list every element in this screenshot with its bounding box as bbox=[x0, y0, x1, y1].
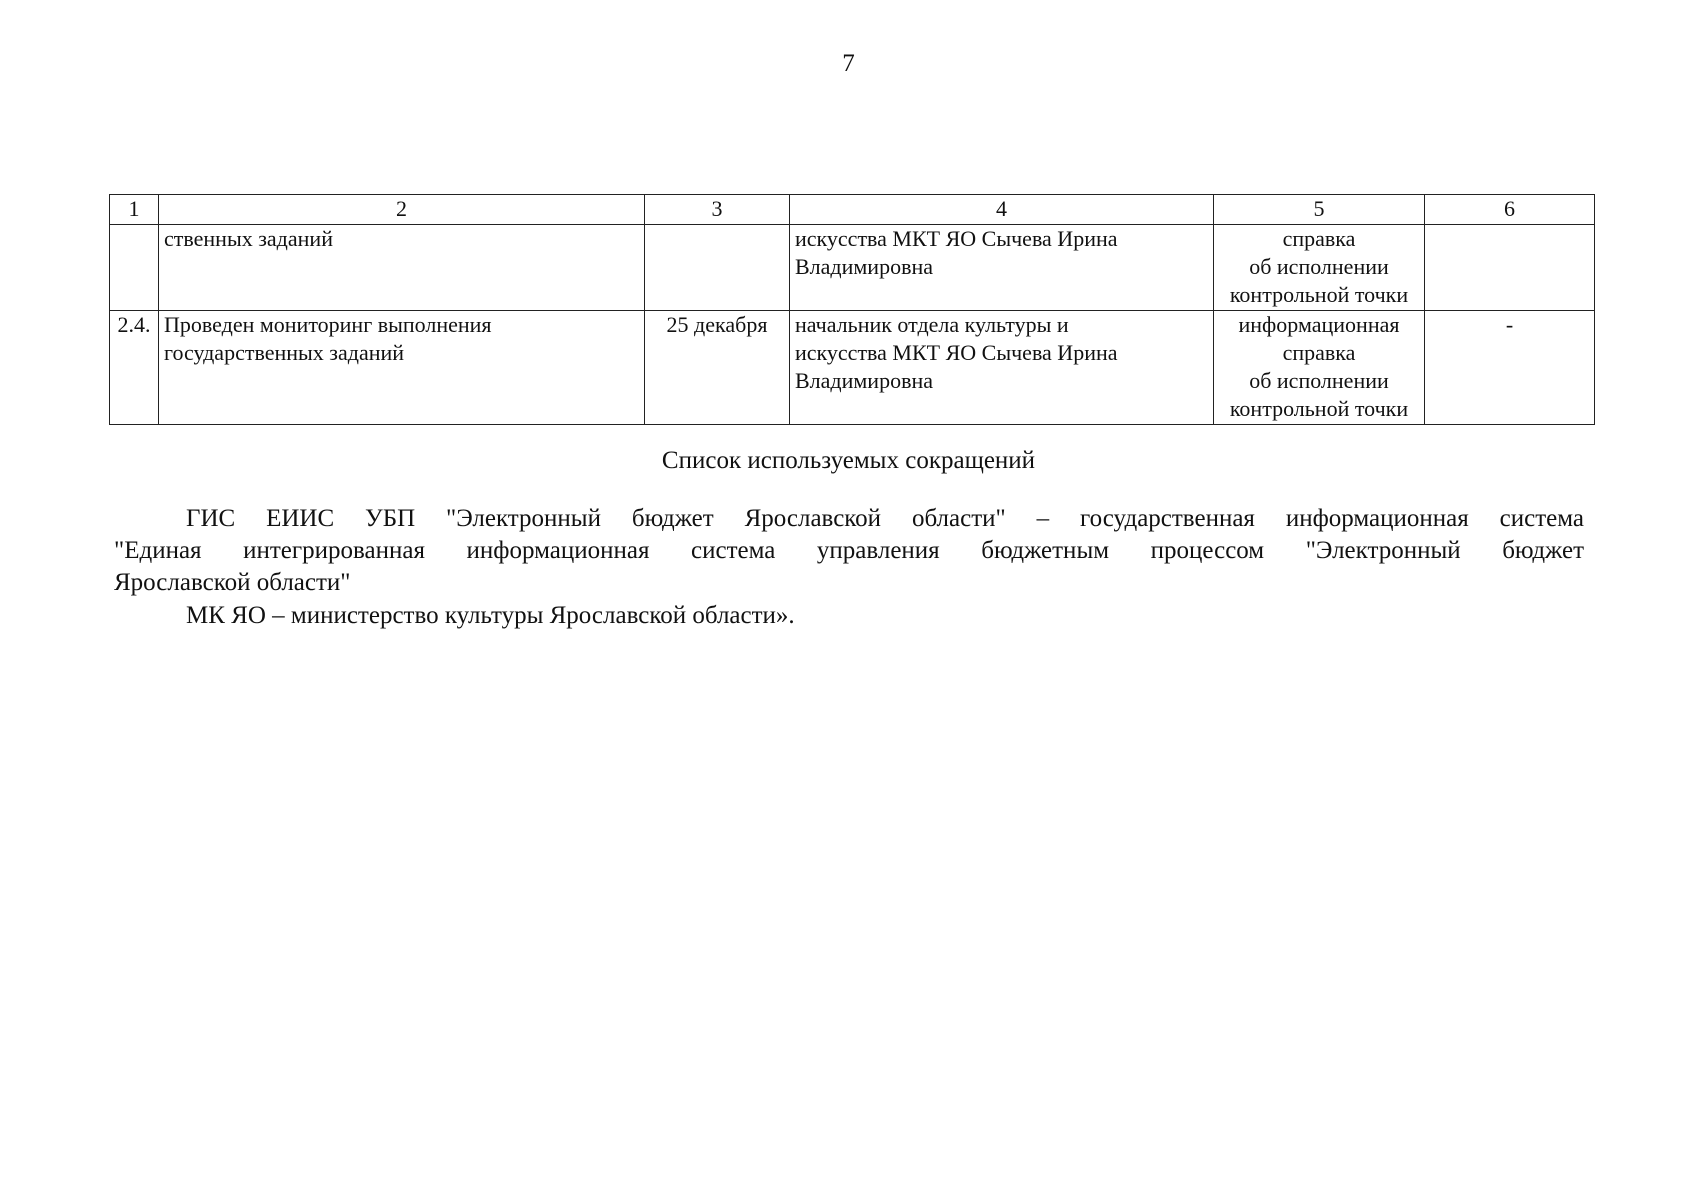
column-header: 1 bbox=[110, 195, 159, 225]
abbreviation-line: "Единая интегрированная информационная система управления бюджетным процессом "Электронный бюджет bbox=[114, 537, 1584, 564]
cell-line: искусства МКТ ЯО Сычева Ирина bbox=[795, 340, 1118, 365]
column-header: 5 bbox=[1214, 195, 1425, 225]
cell-line: справка bbox=[1282, 226, 1356, 251]
abbreviation-line: ГИС ЕИИС УБП "Электронный бюджет Ярославской области" – государственная информационная система bbox=[186, 505, 1584, 532]
responsible-cell bbox=[790, 311, 1214, 425]
abbreviation-item bbox=[114, 503, 1584, 599]
cell-line: об исполнении bbox=[1249, 368, 1389, 393]
column-header: 2 bbox=[159, 195, 645, 225]
cell-line: контрольной точки bbox=[1229, 282, 1409, 307]
column-header: 6 bbox=[1425, 195, 1595, 225]
cell-line: начальник отдела культуры и bbox=[795, 312, 1069, 337]
note-cell: - bbox=[1425, 311, 1595, 425]
cell-line: государственных заданий bbox=[164, 340, 405, 365]
table-row bbox=[110, 225, 1595, 311]
abbreviations-title: Список используемых сокращений bbox=[661, 447, 1036, 474]
abbreviation-line: МК ЯО – министерство культуры Ярославской области». bbox=[186, 602, 795, 629]
document-cell bbox=[1214, 225, 1425, 311]
abbreviation-item bbox=[114, 600, 1584, 632]
cell-line: Владимировна bbox=[795, 368, 934, 393]
date-cell bbox=[645, 225, 790, 311]
document-cell bbox=[1214, 311, 1425, 425]
responsible-cell bbox=[790, 225, 1214, 311]
cell-line: информационная bbox=[1238, 312, 1400, 337]
note-cell bbox=[1425, 225, 1595, 311]
row-number: 2.4. bbox=[110, 311, 159, 425]
cell-line: искусства МКТ ЯО Сычева Ирина bbox=[795, 226, 1118, 251]
page-number: 7 bbox=[842, 50, 855, 77]
column-header: 4 bbox=[790, 195, 1214, 225]
table-row bbox=[110, 311, 1595, 425]
row-number bbox=[110, 225, 159, 311]
cell-line: об исполнении bbox=[1249, 254, 1389, 279]
cell-line: Проведен мониторинг выполнения bbox=[164, 312, 492, 337]
event-cell: ственных заданий bbox=[159, 225, 645, 311]
cell-line: Владимировна bbox=[795, 254, 934, 279]
cell-line: контрольной точки bbox=[1229, 396, 1409, 421]
plan-table bbox=[109, 194, 1595, 425]
column-header: 3 bbox=[645, 195, 790, 225]
abbreviation-line: Ярославской области" bbox=[114, 569, 351, 596]
cell-line: справка bbox=[1282, 340, 1356, 365]
event-cell bbox=[159, 311, 645, 425]
date-cell: 25 декабря bbox=[645, 311, 790, 425]
table-header-row bbox=[110, 195, 1595, 225]
